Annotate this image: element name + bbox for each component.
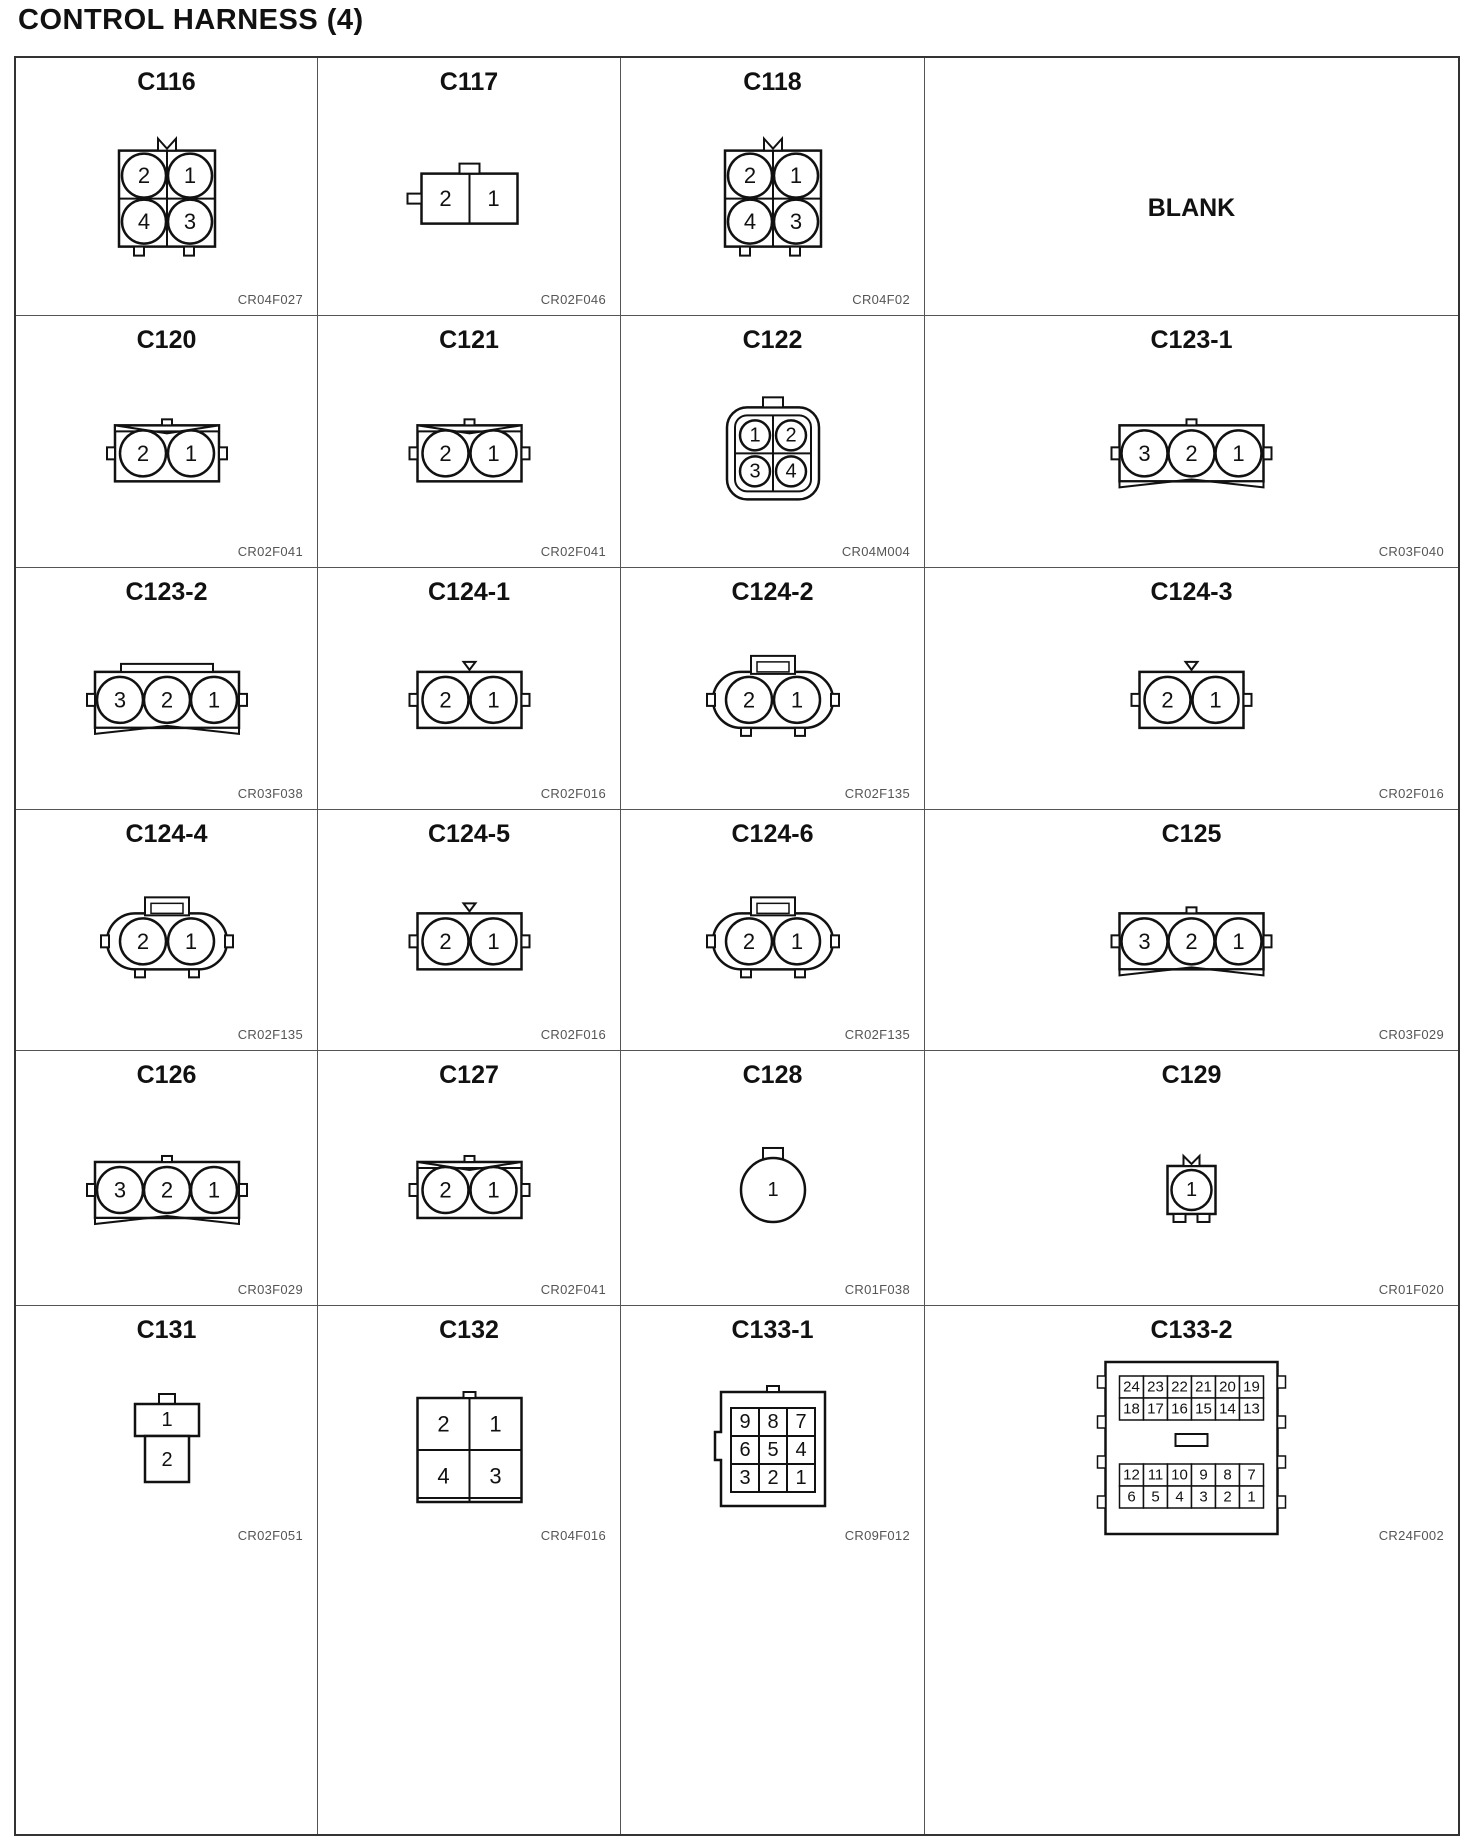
connector-grid — [14, 56, 1460, 1836]
connector-face — [1112, 419, 1272, 487]
locking-tab — [189, 969, 199, 977]
connector-diagram — [16, 58, 318, 316]
figure-code: CR02F016 — [1378, 786, 1444, 801]
pin-number: 4 — [1175, 1488, 1184, 1506]
pin-number: 1 — [1185, 1178, 1198, 1201]
pin-number: 3 — [1138, 440, 1151, 466]
pin-number: 2 — [439, 186, 452, 212]
pin-number: 1 — [1232, 928, 1245, 954]
pin-number: 1 — [1247, 1488, 1256, 1506]
connector-cell-c116 — [16, 58, 318, 316]
pin-number: 2 — [743, 163, 757, 189]
locking-tab — [522, 694, 530, 706]
pin-number: 1 — [487, 928, 500, 954]
pin-number: 1 — [184, 440, 198, 466]
locking-tab — [87, 694, 95, 706]
figure-code: CR02F041 — [540, 544, 606, 559]
locking-bracket-inner — [757, 662, 789, 672]
locking-tab — [795, 728, 805, 736]
pin-number: 12 — [1123, 1466, 1140, 1484]
pin-number: 2 — [160, 687, 174, 713]
blank-label: BLANK — [1147, 194, 1236, 222]
figure-code: CR02F041 — [237, 544, 303, 559]
locking-tab — [831, 694, 839, 706]
wing-latch — [95, 726, 239, 734]
locking-tab — [1264, 935, 1272, 947]
pin-number: 4 — [795, 1439, 807, 1461]
pin-number: 3 — [739, 1467, 751, 1489]
latch-notch — [158, 139, 176, 151]
connector-label: C120 — [136, 326, 197, 354]
figure-code: CR02F051 — [237, 1528, 303, 1543]
latch-triangle — [1186, 662, 1198, 670]
connector-face — [1098, 1362, 1286, 1534]
connector-face — [410, 1156, 530, 1218]
connector-label: C125 — [1161, 820, 1222, 848]
pin-number: 2 — [160, 1177, 174, 1203]
connector-cell-c128 — [621, 1051, 925, 1306]
pin-number: 20 — [1219, 1378, 1236, 1396]
connector-face — [87, 664, 247, 734]
latch-triangle — [464, 662, 476, 670]
connector-face — [1168, 1156, 1216, 1222]
connector-face — [418, 1392, 522, 1502]
connector-label: C124-6 — [731, 820, 814, 848]
locking-tab — [767, 1386, 779, 1392]
figure-code: CR02F016 — [540, 786, 606, 801]
connector-cell-c117 — [318, 58, 621, 316]
side-clip — [1278, 1496, 1286, 1508]
figure-code: CR03F038 — [237, 786, 303, 801]
pin-number: 2 — [742, 928, 756, 954]
locking-bracket-inner — [151, 903, 183, 913]
pin-number: 1 — [795, 1467, 807, 1489]
locking-tab — [465, 419, 475, 425]
connector-label: C122 — [742, 326, 803, 354]
figure-code: CR03F040 — [1378, 544, 1444, 559]
pin-number: 2 — [136, 928, 150, 954]
side-clip — [1098, 1456, 1106, 1468]
side-clip — [1098, 1496, 1106, 1508]
locking-tab — [410, 935, 418, 947]
connector-face — [410, 903, 530, 969]
side-clip — [1278, 1376, 1286, 1388]
locking-tab — [741, 728, 751, 736]
pin-number: 22 — [1171, 1378, 1188, 1396]
locking-tab — [1244, 694, 1252, 706]
connector-diagram — [621, 810, 925, 1051]
connector-cell-c132 — [318, 1306, 621, 1834]
connector-label: C123-1 — [1150, 326, 1233, 354]
pin-number: 2 — [439, 687, 452, 713]
connector-cell-c125 — [925, 810, 1458, 1051]
side-clip — [1278, 1456, 1286, 1468]
pin-number: 1 — [1232, 440, 1245, 466]
locking-tab — [740, 247, 750, 256]
figure-code: CR04F016 — [540, 1528, 606, 1543]
pin-number: 4 — [743, 209, 757, 235]
pin-number: 1 — [749, 424, 761, 447]
pin-number: 1 — [207, 687, 221, 713]
connector-label: C128 — [742, 1061, 803, 1089]
blank-cell — [925, 58, 1458, 316]
figure-code: CR09F012 — [844, 1528, 910, 1543]
pin-number: 13 — [1243, 1400, 1260, 1418]
connector-face — [1132, 662, 1252, 728]
pin-number: 1 — [487, 186, 500, 212]
connector-face — [707, 897, 839, 977]
pin-number: 3 — [183, 209, 197, 235]
locking-tab — [239, 694, 247, 706]
locking-tab — [741, 969, 751, 977]
connector-diagram — [925, 568, 1458, 810]
figure-code: CR03F029 — [237, 1282, 303, 1297]
connector-face — [87, 1156, 247, 1224]
pin-number: 2 — [439, 440, 452, 466]
connector-diagram — [318, 58, 621, 316]
connector-face — [741, 1148, 805, 1222]
pin-number: 14 — [1219, 1400, 1236, 1418]
center-key — [1176, 1434, 1208, 1446]
connector-cell-c133-1 — [621, 1306, 925, 1834]
connector-label: C124-2 — [731, 578, 814, 606]
pin-number: 5 — [1151, 1488, 1160, 1506]
connector-label: C127 — [439, 1061, 499, 1089]
locking-tab — [87, 1184, 95, 1196]
connector-face — [107, 419, 227, 481]
connector-diagram — [621, 568, 925, 810]
connector-diagram — [621, 58, 925, 316]
connector-cell-c122 — [621, 316, 925, 568]
locking-tab — [1112, 935, 1120, 947]
connector-face — [410, 419, 530, 481]
connector-diagram — [318, 1306, 621, 1834]
connector-cell-c131 — [16, 1306, 318, 1834]
connector-label: C117 — [439, 68, 499, 96]
connector-diagram — [16, 810, 318, 1051]
side-clip — [1278, 1416, 1286, 1428]
figure-code: CR04F027 — [237, 292, 303, 307]
connector-cell-c126 — [16, 1051, 318, 1306]
pin-number: 1 — [183, 163, 197, 189]
pin-number: 23 — [1147, 1378, 1164, 1396]
locking-tab — [1264, 447, 1272, 459]
locking-tab — [1187, 907, 1197, 913]
figure-code: CR02F135 — [237, 1027, 303, 1042]
pin-number: 16 — [1171, 1400, 1188, 1418]
locking-tab — [408, 194, 422, 204]
pin-number: 15 — [1195, 1400, 1212, 1418]
connector-label: C124-1 — [428, 578, 510, 606]
pin-number: 2 — [1223, 1488, 1232, 1506]
pin-number: 2 — [1161, 687, 1174, 713]
pin-number: 7 — [1247, 1466, 1256, 1484]
connector-cell-c121 — [318, 316, 621, 568]
connector-face — [408, 164, 518, 224]
locking-tab — [763, 397, 783, 407]
pin-number: 1 — [489, 1411, 502, 1437]
connector-face — [725, 139, 821, 256]
connector-label: C118 — [743, 68, 802, 96]
pin-number: 9 — [739, 1411, 751, 1433]
connector-cell-c123-2 — [16, 568, 318, 810]
connector-diagram — [925, 810, 1458, 1051]
locking-tab — [790, 247, 800, 256]
pin-number: 9 — [1199, 1466, 1208, 1484]
connector-label: C121 — [439, 326, 499, 354]
connector-face — [135, 1394, 199, 1482]
pin-number: 3 — [1199, 1488, 1208, 1506]
connector-label: C129 — [1161, 1061, 1222, 1089]
pin-number: 2 — [161, 1449, 173, 1471]
locking-tab — [1198, 1214, 1210, 1222]
figure-code: CR01F020 — [1378, 1282, 1444, 1297]
wing-latch — [95, 1216, 239, 1224]
wing-latch — [1120, 967, 1264, 975]
connector-diagram — [925, 1051, 1458, 1306]
pin-number: 3 — [489, 1463, 502, 1489]
pin-number: 1 — [790, 928, 804, 954]
locking-tab — [134, 247, 144, 256]
locking-tab — [831, 935, 839, 947]
locking-tab — [410, 447, 418, 459]
locking-tab — [464, 1392, 476, 1398]
connector-cell-c123-1 — [925, 316, 1458, 568]
connector-cell-c133-2 — [925, 1306, 1458, 1834]
connector-cell-c124-3 — [925, 568, 1458, 810]
locking-tab — [707, 935, 715, 947]
locking-tab — [225, 935, 233, 947]
pin-number: 6 — [739, 1439, 751, 1461]
connector-label: C124-5 — [428, 820, 510, 848]
locking-tab — [162, 419, 172, 425]
pin-number: 2 — [785, 424, 797, 447]
wing-latch — [1120, 479, 1264, 487]
figure-code: CR04M004 — [841, 544, 910, 559]
pin-number: 4 — [785, 460, 797, 483]
figure-code: CR02F135 — [844, 1027, 910, 1042]
connector-cell-c120 — [16, 316, 318, 568]
locking-tab — [410, 694, 418, 706]
pin-number: 6 — [1127, 1488, 1136, 1506]
connector-face — [119, 139, 215, 256]
locking-tab — [1174, 1214, 1186, 1222]
locking-tab — [159, 1394, 175, 1404]
pin-number: 10 — [1171, 1466, 1188, 1484]
figure-code: CR02F041 — [540, 1282, 606, 1297]
connector-diagram — [16, 1306, 318, 1834]
pin-number: 24 — [1123, 1378, 1140, 1396]
connector-diagram — [318, 568, 621, 810]
pin-number: 2 — [136, 440, 150, 466]
latch-triangle — [464, 903, 476, 911]
locking-tab — [239, 1184, 247, 1196]
pin-number: 2 — [1185, 440, 1198, 466]
connector-face — [727, 397, 819, 499]
locking-tab — [1187, 419, 1197, 425]
connector-diagram — [925, 1306, 1458, 1834]
pin-number: 1 — [161, 1409, 173, 1431]
connector-label: C131 — [136, 1316, 197, 1344]
figure-code: CR04F02 — [852, 292, 910, 307]
connector-diagram — [16, 568, 318, 810]
connector-face — [707, 656, 839, 736]
connector-cell-c127 — [318, 1051, 621, 1306]
pin-number: 4 — [437, 1463, 450, 1489]
connector-face — [410, 662, 530, 728]
pin-number: 7 — [795, 1411, 807, 1433]
pin-number: 3 — [749, 460, 761, 483]
pin-number: 1 — [1209, 687, 1222, 713]
locking-tab — [410, 1184, 418, 1196]
figure-code: CR02F016 — [540, 1027, 606, 1042]
pin-number: 11 — [1147, 1466, 1164, 1484]
connector-label: C116 — [137, 68, 196, 96]
locking-tab — [460, 164, 480, 174]
connector-cell-c124-4 — [16, 810, 318, 1051]
pin-number: 21 — [1195, 1378, 1212, 1396]
pin-number: 1 — [207, 1177, 221, 1203]
connector-diagram — [621, 316, 925, 568]
figure-code: CR02F046 — [540, 292, 606, 307]
locking-tab — [101, 935, 109, 947]
pin-number: 1 — [790, 687, 804, 713]
pin-number: 17 — [1147, 1400, 1164, 1418]
locking-tab — [522, 935, 530, 947]
locking-tab — [795, 969, 805, 977]
pin-number: 2 — [137, 163, 151, 189]
locking-tab — [219, 447, 227, 459]
pin-number: 2 — [767, 1467, 779, 1489]
locking-tab — [135, 969, 145, 977]
pin-number: 5 — [767, 1439, 779, 1461]
top-bar — [121, 664, 213, 672]
connector-label: C123-2 — [125, 578, 208, 606]
pin-number: 19 — [1243, 1378, 1260, 1396]
pin-number: 2 — [437, 1411, 450, 1437]
locking-tab — [707, 694, 715, 706]
connector-face — [715, 1386, 825, 1506]
connector-diagram — [621, 1306, 925, 1834]
side-clip — [1098, 1376, 1106, 1388]
page-title: CONTROL HARNESS (4) — [18, 4, 364, 36]
pin-number: 2 — [1185, 928, 1198, 954]
connector-diagram — [925, 316, 1458, 568]
pin-number: 1 — [487, 440, 500, 466]
locking-tab — [107, 447, 115, 459]
pin-number: 1 — [767, 1178, 779, 1201]
connector-cell-c124-5 — [318, 810, 621, 1051]
pin-number: 1 — [487, 687, 500, 713]
connector-diagram — [318, 810, 621, 1051]
connector-diagram — [318, 1051, 621, 1306]
locking-tab — [1112, 447, 1120, 459]
pin-number: 8 — [1223, 1466, 1232, 1484]
figure-code: CR03F029 — [1378, 1027, 1444, 1042]
locking-bracket-inner — [757, 903, 789, 913]
locking-tab — [522, 447, 530, 459]
connector-face — [1112, 907, 1272, 975]
connector-label: C124-3 — [1150, 578, 1233, 606]
connector-diagram — [16, 1051, 318, 1306]
pin-number: 1 — [487, 1177, 500, 1203]
connector-cell-c124-6 — [621, 810, 925, 1051]
latch-notch — [1184, 1156, 1200, 1166]
connector-cell-c124-2 — [621, 568, 925, 810]
connector-label: C124-4 — [125, 820, 208, 848]
connector-diagram — [621, 1051, 925, 1306]
connector-label: C126 — [136, 1061, 197, 1089]
connector-label: C133-1 — [731, 1316, 814, 1344]
locking-tab — [1132, 694, 1140, 706]
connector-label: C132 — [439, 1316, 499, 1344]
pin-number: 4 — [137, 209, 151, 235]
pin-number: 3 — [113, 687, 127, 713]
pin-number: 2 — [742, 687, 756, 713]
connector-label: C133-2 — [1150, 1316, 1233, 1344]
figure-code: CR02F135 — [844, 786, 910, 801]
pin-number: 1 — [184, 928, 198, 954]
pin-number: 3 — [1138, 928, 1151, 954]
figure-code: CR24F002 — [1378, 1528, 1444, 1543]
locking-tab — [522, 1184, 530, 1196]
side-clip — [1098, 1416, 1106, 1428]
connector-face — [101, 897, 233, 977]
connector-cell-c124-1 — [318, 568, 621, 810]
connector-diagram — [318, 316, 621, 568]
figure-code: CR01F038 — [844, 1282, 910, 1297]
pin-number: 8 — [767, 1411, 779, 1433]
locking-tab — [184, 247, 194, 256]
latch-notch — [764, 139, 782, 151]
locking-tab — [162, 1156, 172, 1162]
connector-cell-c118 — [621, 58, 925, 316]
pin-number: 1 — [789, 163, 803, 189]
connector-cell-c129 — [925, 1051, 1458, 1306]
pin-number: 2 — [439, 928, 452, 954]
pin-number: 3 — [789, 209, 803, 235]
pin-number: 18 — [1123, 1400, 1140, 1418]
connector-diagram — [16, 316, 318, 568]
pin-number: 2 — [439, 1177, 452, 1203]
locking-tab — [465, 1156, 475, 1162]
pin-number: 3 — [113, 1177, 127, 1203]
